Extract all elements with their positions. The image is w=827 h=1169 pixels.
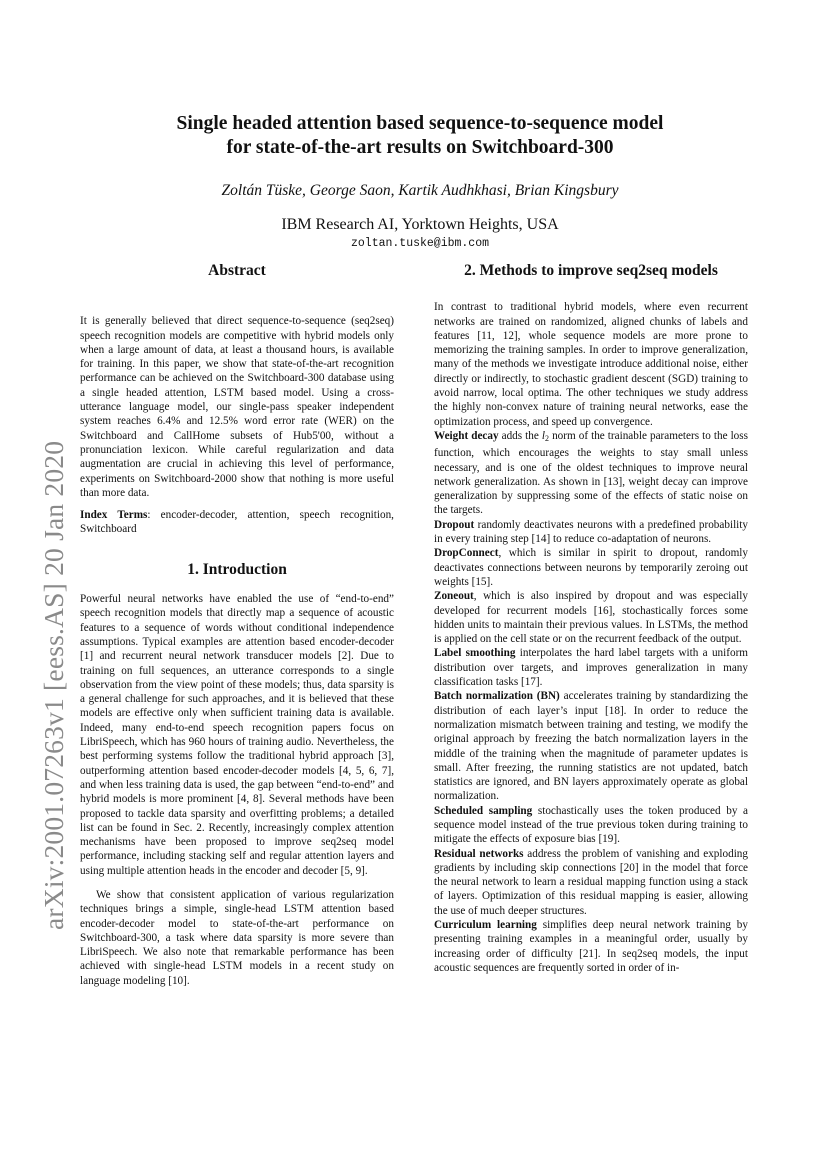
index-terms-label: Index Terms [80,509,148,522]
title-line-2: for state-of-the-art results on Switchboard-300 [226,137,614,158]
right-column [434,264,748,975]
scheduled-sampling-term: Scheduled sampling [434,804,533,817]
label-smoothing-text: interpolates the hard label targets with a uniform distribution over targets, and improves generalization in many classification tasks [17]. [434,647,748,689]
residual-networks-paragraph [434,847,748,918]
arxiv-identifier: arXiv:2001.07263v1 [eess.AS] 20 Jan 2020 [38,440,69,930]
label-smoothing-term: Label smoothing [434,647,516,660]
batch-norm-paragraph [434,689,748,803]
label-smoothing-paragraph [434,646,748,689]
weight-decay-text: norm of the trainable parameters to the loss function, which encourages the weights to stay small unless necessary, and is one of the oldest techniques to improve neural network generalization. As shown in [13], weight decay can improve generalization by suppressing some of the effects of static noise on the targets. [434,429,748,517]
curriculum-learning-paragraph [434,918,748,975]
paper-header [80,112,760,250]
intro-paragraph-1: Powerful neural networks have enabled the use of “end-to-end” speech recognition models that directly map a sequence of acoustic features to a sequence of words without conditional independence assumptions. Typical examples are attention based encoder-decoder [1] and recurrent neural network transducer models [2]. Due to training on full sequences, an utterance corresponds to a single observation from the view point of these models; thus, data sparsity is a general challenge for such approaches, and it is believed that these models are effective only when sufficient training data is available. Indeed, many end-to-end speech recognition papers focus on LibriSpeech, which has 960 hours of training audio. Nevertheless, the best performing systems follow the traditional hybrid approach [3], outperforming attention based encoder-decoder models [4, 5, 6, 7], and when less training data is used, the gap between “end-to-end” and hybrid models is more prominent [4, 8]. Several methods have been proposed to tackle data sparsity and overfitting problems; a detailed list can be found in Sec. 2. Recently, increasingly complex attention mechanisms have been proposed to improve seq2seq model performance, including stacking self and regular attention layers and using multiple attention heads in the encoder and decoder [5, 9]. [80,593,394,877]
title-line-1: Single headed attention based sequence-to-sequence model [176,113,664,134]
residual-networks-term: Residual networks [434,847,524,860]
weight-decay-pre: adds the [498,429,542,442]
paper-title [80,112,760,160]
dropout-text: randomly deactivates neurons with a predefined probability in every training step [14] to reduce co-adaptation of neurons. [434,518,748,546]
curriculum-learning-text: simplifies deep neural network training by presenting training examples in a meaningful order, usually by increasing order of difficulty [21]. In seq2seq models, the input acoustic sequences are frequently sorted in order of in- [434,919,748,974]
scheduled-sampling-paragraph [434,804,748,847]
residual-networks-text: address the problem of vanishing and exploding gradients by including skip connections [20] in the model that force the neural network to learn a residual mapping function using a stack of layers. Optimization of this residual mapping is easier, allowing the use of much deeper structures. [434,847,748,917]
zoneout-text: , which is also inspired by dropout and was especially developed for recurrent models [16], stochastically forces some hidden units to maintain their previous values. In LSTMs, the method is applied on the cell state or on the recurrent feedback of the output. [434,590,748,646]
l2-norm-symbol [542,430,549,442]
email-address: zoltan.tuske@ibm.com [350,237,490,250]
batch-norm-text: accelerates training by standardizing the distribution of each layer’s input [18]. In order to reduce the normalization mismatch between training and testing, we modify the original approach by freezing the batch normalization layers in the middle of the training when the magnitude of parameter updates is small. After freezing, the running statistics are not updated, batch statistics are ignored, and BN layers approximately operate as global normalization. [434,690,748,803]
introduction-heading: 1. Introduction [187,560,287,578]
curriculum-learning-term: Curriculum learning [434,919,537,932]
l-subscript: 2 [545,433,550,443]
abstract-text: It is generally believed that direct sequence-to-sequence (seq2seq) speech recognition models are competitive with hybrid models only when a large amount of data, at least a thousand hours, is available for training. In this paper, we show that state-of-the-art recognition performance can be achieved on the Switchboard-300 database using a single headed attention, LSTM based model. Using a cross-utterance language model, our single-pass speaker independent system reaches 6.4% and 12.5% word error rate (WER) on the Switchboard and CallHome subsets of Hub5'00, without a pronunciation lexicon. While careful regularization and data augmentation are crucial in achieving this level of performance, experiments on Switchboard-2000 show that nothing is more useful than more data. [80,315,394,499]
author-list: Zoltán Tüske, George Saon, Kartik Audhkhasi, Brian Kingsbury [221,182,619,199]
weight-decay-paragraph [434,429,748,518]
dropconnect-text: , which is similar in spirit to dropout, randomly deactivates connections between neurons by temporarily zeroing out weights [15]. [434,547,748,588]
weight-decay-term: Weight decay [434,429,499,442]
intro-paragraph-2: We show that consistent application of various regularization techniques brings a simple, single-head LSTM attention based encoder-decoder model to state-of-the-art performance on Switchboard-300, a task where data sparsity is more severe than LibriSpeech. We also note that remarkable performance has been achieved with single-head LSTM models in a recent study on language modeling [10]. [80,888,394,987]
affiliation: IBM Research AI, Yorktown Heights, USA [281,216,559,233]
index-terms [80,508,394,537]
index-terms-text: : encoder-decoder, attention, speech recognition, Switchboard [80,509,394,536]
dropconnect-term: DropConnect [434,547,499,560]
batch-norm-term: Batch normalization (BN) [434,690,560,703]
methods-intro: In contrast to traditional hybrid models, where even recurrent networks are trained on randomized, aligned chunks of labels and features [11, 12], whole sequence models are more prone to memorizing the training samples. In order to improve generalization, many of the methods we investigate introduce additional noise, either directly or indirectly, to stochastic gradient descent (SGD) training to avoid narrow, local optima. The other techniques we study address the highly non-convex nature of training neural networks, ease the optimization process, and speed up convergence. [434,301,748,428]
zoneout-term: Zoneout [434,590,474,603]
l-symbol: l [541,429,546,442]
dropconnect-paragraph [434,546,748,589]
left-column [80,264,394,988]
methods-heading: 2. Methods to improve seq2seq models [464,262,718,279]
abstract-heading: Abstract [208,262,266,279]
dropout-term: Dropout [434,518,475,531]
zoneout-paragraph [434,589,748,646]
dropout-paragraph [434,518,748,547]
scheduled-sampling-text: stochastically uses the token produced by a sequence model instead of the true previous token during training to mitigate the effects of exposure bias [19]. [434,804,748,846]
